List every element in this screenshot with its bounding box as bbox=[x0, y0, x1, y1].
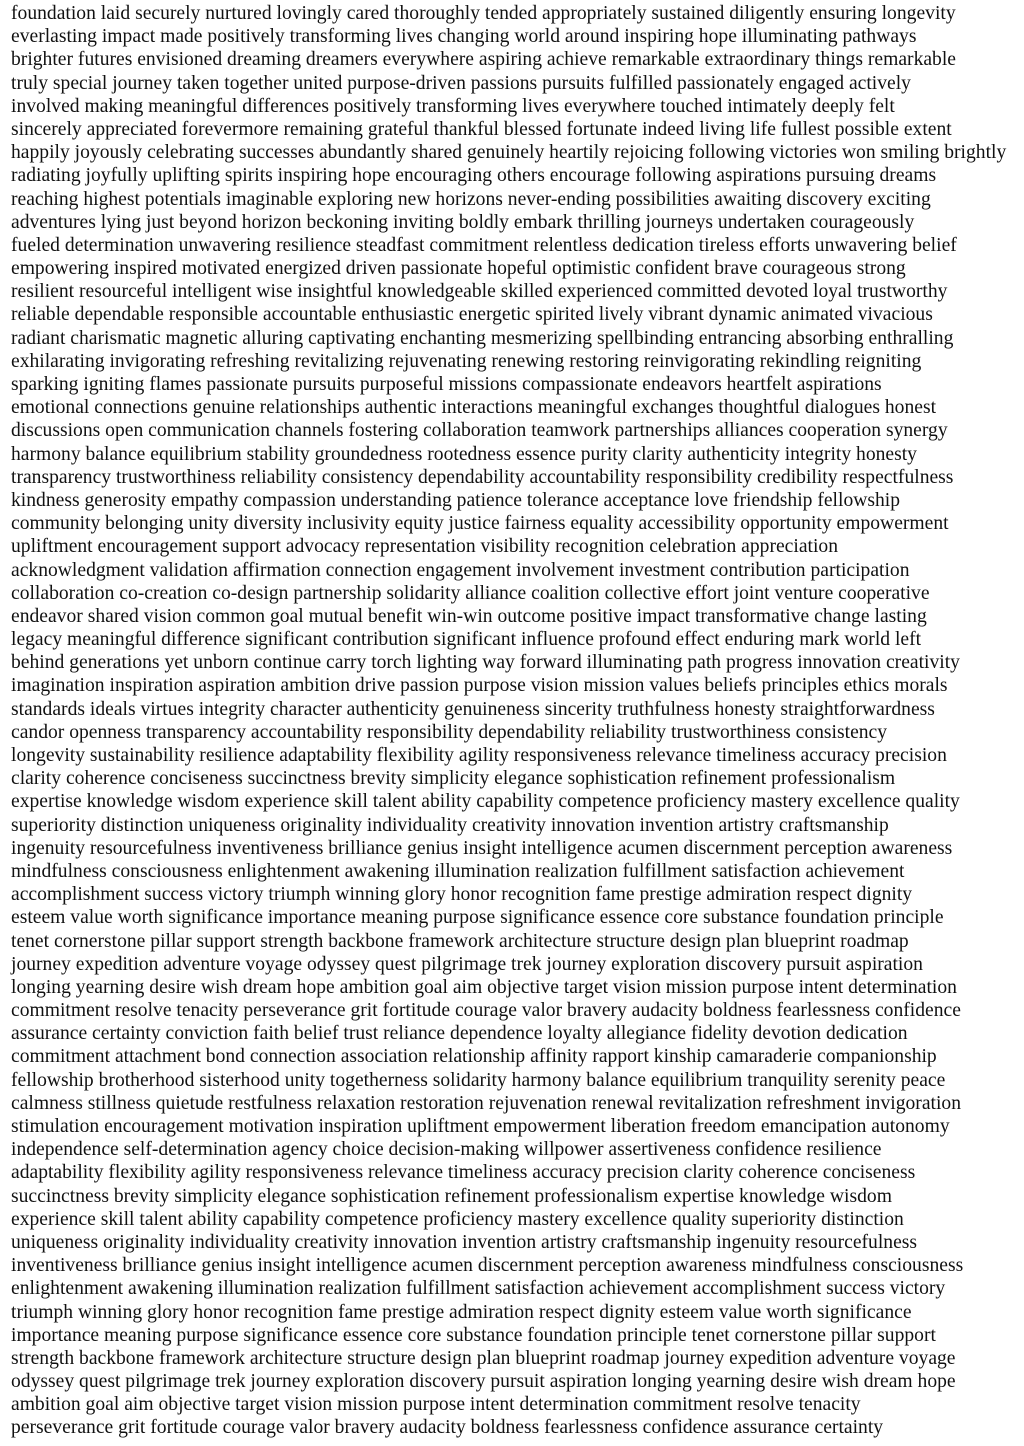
text-line: transparency trustworthiness reliability consistency dependability accountability responsibility credibility respectfulness bbox=[11, 466, 954, 488]
text-line: fellowship brotherhood sisterhood unity togetherness solidarity harmony balance equilibrium tranquility serenity peace bbox=[11, 1069, 946, 1091]
text-line: happily joyously celebrating successes abundantly shared genuinely heartily rejoicing following victories won smiling brightly bbox=[11, 142, 1007, 164]
text-line: discussions open communication channels fostering collaboration teamwork partnerships alliances cooperation synergy bbox=[11, 420, 948, 442]
text-line: radiant charismatic magnetic alluring captivating enchanting mesmerizing spellbinding entrancing absorbing enthralling bbox=[11, 327, 954, 349]
text-line: accomplishment success victory triumph winning glory honor recognition fame prestige admiration respect dignity bbox=[11, 884, 913, 906]
text-line: legacy meaningful difference significant contribution significant influence profound effect enduring mark world left bbox=[11, 629, 922, 651]
text-line: longing yearning desire wish dream hope ambition goal aim objective target vision mission purpose intent determination bbox=[11, 976, 957, 998]
text-line: brighter futures envisioned dreaming dreamers everywhere aspiring achieve remarkable extraordinary things remarkable bbox=[11, 49, 956, 71]
text-line: commitment resolve tenacity perseverance grit fortitude courage valor bravery audacity boldness fearlessness confidence bbox=[11, 1000, 961, 1022]
body-text bbox=[11, 0, 1024, 1440]
text-line: inventiveness brilliance genius insight intelligence acumen discernment perception awareness mindfulness consciousness bbox=[11, 1255, 964, 1277]
text-line: exhilarating invigorating refreshing revitalizing rejuvenating renewing restoring reinvigorating rekindling reigniting bbox=[11, 350, 922, 372]
text-line: truly special journey taken together united purpose-driven passions pursuits fulfilled passionately engaged actively bbox=[11, 72, 911, 94]
text-line: clarity coherence conciseness succinctness brevity simplicity elegance sophistication refinement professionalism bbox=[11, 768, 896, 790]
text-line: enlightenment awakening illumination realization fulfillment satisfaction achievement accomplishment success victory bbox=[11, 1278, 946, 1300]
text-line: standards ideals virtues integrity character authenticity genuineness sincerity truthfulness honesty straightforwardness bbox=[11, 698, 935, 720]
text-line: perseverance grit fortitude courage valor bravery audacity boldness fearlessness confidence assurance certainty bbox=[11, 1417, 884, 1439]
text-line: expertise knowledge wisdom experience skill talent ability capability competence proficiency mastery excellence quality bbox=[11, 791, 960, 813]
text-line: foundation laid securely nurtured lovingly cared thoroughly tended appropriately sustained diligently ensuring longevity bbox=[11, 3, 956, 24]
text-line: imagination inspiration aspiration ambition drive passion purpose vision mission values beliefs principles ethics morals bbox=[11, 675, 948, 697]
text-line: ingenuity resourcefulness inventiveness brilliance genius insight intelligence acumen discernment perception awareness bbox=[11, 837, 953, 859]
text-line: commitment attachment bond connection association relationship affinity rapport kinship camaraderie companionship bbox=[11, 1046, 937, 1068]
text-line: succinctness brevity simplicity elegance sophistication refinement professionalism expertise knowledge wisdom bbox=[11, 1185, 892, 1207]
text-line: experience skill talent ability capability competence proficiency mastery excellence quality superiority distinction bbox=[11, 1208, 904, 1230]
text-line: sincerely appreciated forevermore remaining grateful thankful blessed fortunate indeed living life fullest possible extent bbox=[11, 118, 952, 140]
text-line: acknowledgment validation affirmation connection engagement involvement investment contribution participation bbox=[11, 559, 910, 581]
text-line: everlasting impact made positively transforming lives changing world around inspiring hope illuminating pathways bbox=[11, 26, 917, 48]
text-line: independence self-determination agency choice decision-making willpower assertiveness confidence resilience bbox=[11, 1139, 882, 1161]
text-line: upliftment encouragement support advocacy representation visibility recognition celebration appreciation bbox=[11, 536, 839, 558]
text-line: reaching highest potentials imaginable exploring new horizons never-ending possibilities awaiting discovery exciting bbox=[11, 188, 931, 210]
text-line: esteem value worth significance importance meaning purpose significance essence core substance foundation principle bbox=[11, 907, 944, 929]
text-line: longevity sustainability resilience adaptability flexibility agility responsiveness relevance timeliness accuracy precision bbox=[11, 745, 947, 766]
text-line: uniqueness originality individuality creativity innovation invention artistry craftsmanship ingenuity resourcefulness bbox=[11, 1231, 918, 1253]
text-line: kindness generosity empathy compassion understanding patience tolerance acceptance love friendship fellowship bbox=[11, 489, 901, 511]
text-line: strength backbone framework architecture structure design plan blueprint roadmap journey expedition adventure voyage bbox=[11, 1347, 956, 1369]
text-line: community belonging unity diversity inclusivity equity justice fairness equality accessibility opportunity empowerment bbox=[11, 513, 949, 535]
text-line: candor openness transparency accountability responsibility dependability reliability trustworthiness consistency bbox=[11, 721, 888, 743]
text-line: resilient resourceful intelligent wise insightful knowledgeable skilled experienced committed devoted loyal trustworthy bbox=[11, 281, 948, 303]
text-line: involved making meaningful differences positively transforming lives everywhere touched intimately deeply felt bbox=[11, 95, 895, 117]
text-line: importance meaning purpose significance essence core substance foundation principle tenet cornerstone pillar support bbox=[11, 1324, 936, 1346]
text-line: behind generations yet unborn continue carry torch lighting way forward illuminating path progress innovation creativity bbox=[11, 652, 960, 674]
text-line: collaboration co-creation co-design partnership solidarity alliance coalition collective effort joint venture cooperative bbox=[11, 582, 930, 604]
text-line: odyssey quest pilgrimage trek journey exploration discovery pursuit aspiration longing yearning desire wish dream hope bbox=[11, 1371, 956, 1393]
text-line: mindfulness consciousness enlightenment awakening illumination realization fulfillment satisfaction achievement bbox=[11, 860, 905, 882]
text-line: tenet cornerstone pillar support strength backbone framework architecture structure design plan blueprint roadmap bbox=[11, 930, 909, 952]
text-line: stimulation encouragement motivation inspiration upliftment empowerment liberation freedom emancipation autonomy bbox=[11, 1116, 950, 1137]
text-line: adaptability flexibility agility responsiveness relevance timeliness accuracy precision clarity coherence conciseness bbox=[11, 1162, 916, 1184]
text-line: calmness stillness quietude restfulness relaxation restoration rejuvenation renewal revitalization refreshment invigoration bbox=[11, 1092, 961, 1114]
text-line: adventures lying just beyond horizon beckoning inviting boldly embark thrilling journeys undertaken courageously bbox=[11, 211, 915, 233]
text-line: ambition goal aim objective target vision mission purpose intent determination commitment resolve tenacity bbox=[11, 1394, 861, 1416]
text-line: sparking igniting flames passionate pursuits purposeful missions compassionate endeavors heartfelt aspirations bbox=[11, 374, 882, 395]
text-line: superiority distinction uniqueness originality individuality creativity innovation invention artistry craftsmanship bbox=[11, 814, 889, 836]
text-line: radiating joyfully uplifting spirits inspiring hope encouraging others encourage following aspirations pursuing dreams bbox=[11, 165, 937, 187]
text-line: emotional connections genuine relationships authentic interactions meaningful exchanges thoughtful dialogues honest bbox=[11, 397, 937, 419]
text-line: journey expedition adventure voyage odyssey quest pilgrimage trek journey exploration discovery pursuit aspiration bbox=[11, 953, 923, 975]
text-line: endeavor shared vision common goal mutual benefit win-win outcome positive impact transformative change lasting bbox=[11, 605, 927, 627]
text-line: fueled determination unwavering resilience steadfast commitment relentless dedication tireless efforts unwavering belief bbox=[11, 234, 957, 256]
text-line: assurance certainty conviction faith belief trust reliance dependence loyalty allegiance fidelity devotion dedication bbox=[11, 1023, 908, 1045]
text-line: reliable dependable responsible accountable enthusiastic energetic spirited lively vibrant dynamic animated vivacious bbox=[11, 304, 933, 326]
text-line: empowering inspired motivated energized driven passionate hopeful optimistic confident brave courageous strong bbox=[11, 258, 906, 280]
text-line: triumph winning glory honor recognition fame prestige admiration respect dignity esteem value worth significance bbox=[11, 1301, 912, 1323]
text-line: harmony balance equilibrium stability groundedness rootedness essence purity clarity authenticity integrity honesty bbox=[11, 443, 917, 465]
